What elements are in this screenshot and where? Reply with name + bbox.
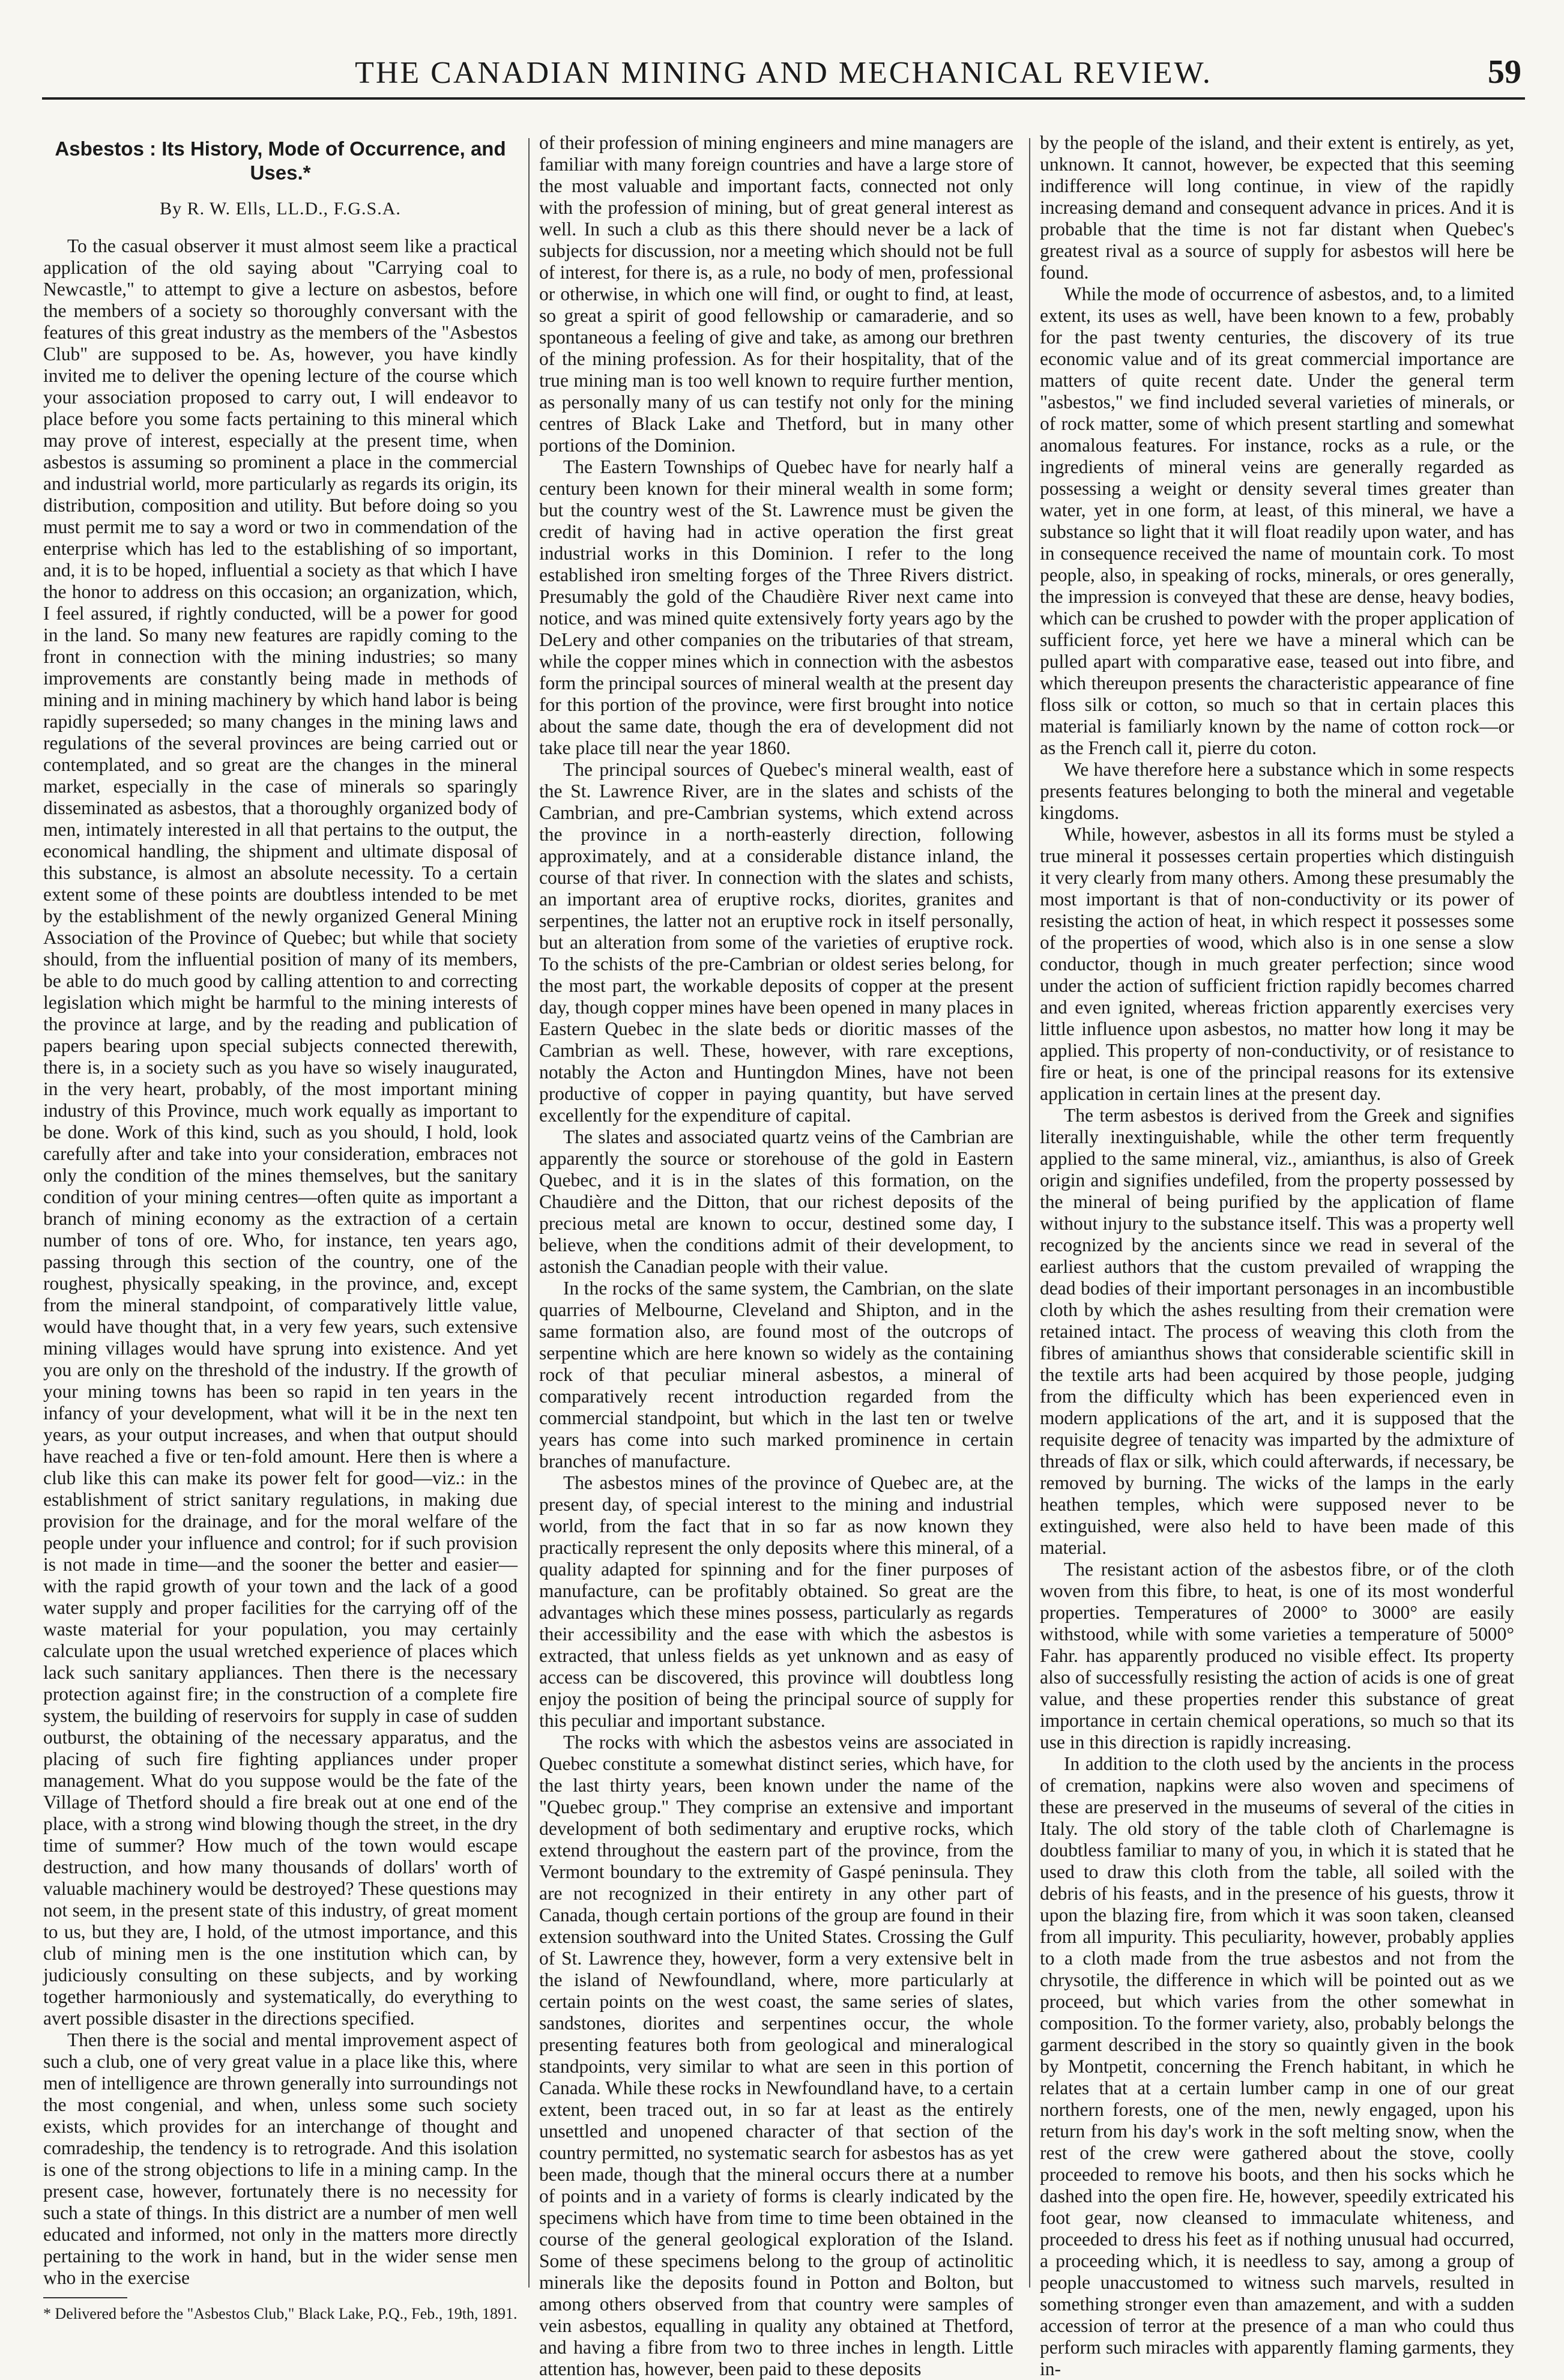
column-divider [1029, 138, 1030, 2288]
paragraph: The principal sources of Quebec's mineral wealth, east of the St. Lawrence River, are in the slates and schists of the Cambrian, and pre-Cambrian systems, which extend across the province in a north-easterly direction, following approximately, and at a considerable distance inland, the course of that river. In connection with the slates and schists, an important area of eruptive rocks, diorites, granites and serpentines, the latter not an eruptive rock in itself personally, but an alteration from some of the varieties of eruptive rock. To the schists of the pre-Cambrian or oldest series belong, for the most part, the workable deposits of copper at the present day, though copper mines have been opened in many places in Eastern Quebec in the slate beds or dioritic masses of the Cambrian as well. These, however, with rare exceptions, notably the Acton and Huntingdon Mines, have not been productive of copper in paying quantity, but have served excellently for the expenditure of capital. [539, 759, 1013, 1126]
page-number: 59 [1488, 53, 1521, 91]
article-title: Asbestos : Its History, Mode of Occurrence, and Uses.* [55, 137, 506, 184]
paragraph: The term asbestos is derived from the Greek and signifies literally inextinguishable, while the other term frequently applied to the same mineral, viz., amianthus, is also of Greek origin and signifies undefiled, from the property possessed by the mineral of being purified by the application of flame without injury to the substance itself. This was a property well recognized by the ancients since we read in several of the earliest authors that the custom prevailed of wrapping the dead bodies of their important personages in an incombustible cloth by which the ashes resulting from their cremation were retained intact. The process of weaving this cloth from the fibres of amianthus shows that considerable scientific skill in the textile arts had been acquired by those people, judging from the difficulty which has been experienced even in modern applications of the art, and it is supposed that the requisite degree of tenacity was imparted by the admixture of threads of flax or silk, which could afterwards, if necessary, be removed by burning. The wicks of the lamps in the early heathen temples, which were supposed never to be extinguished, were also held to have been made of this material. [1040, 1105, 1514, 1558]
paragraph: While the mode of occurrence of asbestos, and, to a limited extent, its uses as well, have been known to a few, probably for the past twenty centuries, the discovery of its true economic value and of its great commercial importance are matters of quite recent date. Under the general term "asbestos," we find included several varieties of minerals, or of rock matter, some of which present startling and somewhat anomalous features. For instance, rocks as a rule, or the ingredients of mineral veins are generally regarded as possessing a weight or density several times greater than water, yet in one form, at least, of this mineral, we have a substance so light that it will float readily upon water, and has in consequence received the name of mountain cork. To most people, also, in speaking of rocks, minerals, or ores generally, the impression is conveyed that these are dense, heavy bodies, which can be crushed to powder with the proper application of sufficient force, yet here we have a mineral which can be pulled apart with comparative ease, teased out into fibre, and which thereupon presents the characteristic appearance of fine floss silk or cotton, so much so that in certain places this material is familiarly known by the name of cotton rock—or as the French call it, pierre du coton. [1040, 283, 1514, 758]
column-2 [539, 132, 1013, 2379]
paragraph: The resistant action of the asbestos fibre, or of the cloth woven from this fibre, to heat, is one of its most wonderful properties. Temperatures of 2000° to 3000° are easily withstood, while with some varieties a temperature of 5000° Fahr. has apparently produced no visible effect. Its property also of successfully resisting the action of acids is one of great value, and these properties render this substance of great importance in certain chemical operations, so much so that its use in this direction is rapidly increasing. [1040, 1559, 1514, 1753]
column-divider [528, 138, 530, 2288]
paragraph: The rocks with which the asbestos veins are associated in Quebec constitute a somewhat distinct series, which have, for the last thirty years, been known under the name of the "Quebec group." They comprise an extensive and important development of both sedimentary and eruptive rocks, which extend throughout the eastern part of the province, from the Vermont boundary to the extremity of Gaspé peninsula. They are not recognized in their entirety in any other part of Canada, though certain portions of the group are found in their extension southward into the United States. Crossing the Gulf of St. Lawrence they, however, form a very extensive belt in the island of Newfoundland, where, more particularly at certain points on the west coast, the same series of slates, sandstones, diorites and serpentines occur, the whole presenting features both from geological and mineralogical standpoints, very similar to what are seen in this portion of Canada. While these rocks in Newfoundland have, to a certain extent, been traced out, in so far at least as the entirely unsettled and unopened character of that section of the country permitted, no systematic search for asbestos has as yet been made, though that the mineral occurs there at a number of points and in a variety of forms is clearly indicated by the specimens which have from time to time been obtained in the course of the general geological exploration of the Island. Some of these specimens belong to the group of actinolitic minerals like the deposits found in Potton and Bolton, but among others observed from that country were samples of vein asbestos, equalling in quality any obtained at Thetford, and having a fibre from two to three inches in length. Little attention has, however, been paid to these deposits [539, 1732, 1013, 2379]
paragraph: We have therefore here a substance which in some respects presents features belonging to both the mineral and vegetable kingdoms. [1040, 759, 1514, 823]
page-header [42, 55, 1525, 100]
footnote: * Delivered before the "Asbestos Club," Black Lake, P.Q., Feb., 19th, 1891. [43, 2305, 518, 2322]
article-byline: By R. W. Ells, LL.D., F.G.S.A. [160, 199, 401, 219]
paragraph: In addition to the cloth used by the ancients in the process of cremation, napkins were also woven and specimens of these are preserved in the museums of several of the cities in Italy. The old story of the table cloth of Charlemagne is doubtless familiar to many of you, in which it is stated that he used to draw this cloth from the table, all soiled with the debris of his feasts, and in the presence of his guests, throw it upon the blazing fire, from which it was soon taken, cleansed from all impurity. This peculiarity, however, probably applies to a cloth made from the true asbestos and not from the chrysotile, the difference in which will be pointed out as we proceed, but which varies from the other somewhat in composition. To the former variety, also, probably belongs the garment described in the story so quaintly given in the book by Montpetit, concerning the French habitant, in which he relates that at a certain lumber camp in one of our great northern forests, one of the men, newly engaged, upon his return from his day's work in the soft melting snow, when the rest of the crew were gathered about the stove, coolly proceeded to remove his boots, and then his socks which he dashed into the open fire. He, however, speedily extricated his foot gear, now cleansed to immaculate whiteness, and proceeded to dress his feet as if nothing unusual had occurred, a proceeding which, it is needless to say, among a group of people unaccustomed to witness such marvels, resulted in something stronger even than amazement, and with a sudden accession of terror at the presence of a man who could thus perform such miracles with apparently flaming garments, they in- [1040, 1753, 1514, 2379]
paragraph: Then there is the social and mental improvement aspect of such a club, one of very great value in a place like this, where men of intelligence are thrown generally into surroundings not the most congenial, and when, unless some such society exists, which provides for an interchange of thought and comradeship, the tendency is to retrograde. And this isolation is one of the strong objections to life in a mining camp. In the present case, however, fortunately there is no necessity for such a state of things. In this district are a number of men well educated and informed, not only in the matters more directly pertaining to the work in hand, but in the wider sense men who in the exercise [43, 2029, 518, 2288]
paragraph: While, however, asbestos in all its forms must be styled a true mineral it possesses certain properties which distinguish it very clearly from many others. Among these presumably the most important is that of non-conductivity or its power of resisting the action of heat, in which respect it possesses some of the properties of wood, which also is in one sense a slow conductor, though in much greater perfection; since wood under the action of sufficient friction rapidly becomes charred and even ignited, whereas friction apparently exercises very little influence upon asbestos, no matter how long it may be applied. This property of non-conductivity, or of resistance to fire or heat, is one of the principal reasons for its extensive application in certain lines at the present day. [1040, 824, 1514, 1104]
paragraph: To the casual observer it must almost seem like a practical application of the old saying about "Carrying coal to Newcastle," to attempt to give a lecture on asbestos, before the members of a society so thoroughly conversant with the features of this great industry as the members of the "Asbestos Club" are supposed to be. As, however, you have kindly invited me to deliver the opening lecture of the course which your association proposed to carry out, I will endeavor to place before you some facts pertaining to this mineral which may prove of interest, especially at the present time, when asbestos is assuming so prominent a place in the commercial and industrial world, more particularly as regards its origin, its distribution, composition and utility. But before doing so you must permit me to say a word or two in commendation of the enterprise which has led to the establishing of so important, and, it is to be hoped, influential a society as that which I have the honor to address on this occasion; an organization, which, I feel assured, if rightly conducted, will be a power for good in the land. So many new features are rapidly coming to the front in connection with the mining industries; so many improvements are constantly being made in methods of mining and in mining machinery by which hand labor is being rapidly superseded; so many changes in the mining laws and regulations of the several provinces are being carried out or contemplated, and so great are the changes in the mineral market, especially in the case of minerals so sparingly disseminated as asbestos, that a thoroughly organized body of men, intimately interested in all that pertains to the output, the economical handling, the shipment and ultimate disposal of this substance, is almost an absolute necessity. To a certain extent some of these points are doubtless intended to be met by the establishment of the newly organized General Mining Association of the Province of Quebec; but while that society should, from the influential position of many of its members, be able to do much good by calling attention to and correcting legislation which might be harmful to the mining interests of the province at large, and by the reading and publication of papers bearing upon special subjects connected therewith, there is, in a society such as you have so wisely inaugurated, in the very heart, probably, of the most important mining industry of this Province, much work equally as important to be done. Work of this kind, such as you should, I hold, look carefully after and take into your consideration, embraces not only the condition of the mines themselves, but the sanitary condition of your mining centres—often quite as important a branch of mining economy as the extraction of a certain number of tons of ore. Who, for instance, ten years ago, passing through this section of the country, one of the roughest, physically speaking, in the province, and, except from the mineral standpoint, of comparatively little value, would have thought that, in a very few years, such extensive mining villages would have sprung into existence. And yet you are only on the threshold of the industry. If the growth of your mining towns has been so rapid in ten years in the infancy of your development, what will it be in the next ten years, as your output increases, and when that output should have reached a five or ten-fold amount. Here then is where a club like this can make its power felt for good—viz.: in the establishment of strict sanitary regulations, in making due provision for the drainage, and for the moral welfare of the people under your influence and control; for if such provision is not made in time—and the sooner the better and easier—with the rapid growth of your town and the lack of a good water supply and proper facilities for the carrying off of the waste material for your population, you may certainly calculate upon the usual wretched experience of places which lack such sanitary appliances. Then there is the necessary protection against fire; in the construction of a complete fire system, the building of reservoirs for supply in case of sudden outburst, the obtaining of the necessary apparatus, and the placing of such fire fighting appliances under proper management. What do you suppose would be the fate of the Village of Thetford should a fire break out at one end of the place, with a strong wind blowing though the street, in the dry time of summer? How much of the town would escape destruction, and how many thousands of dollars' worth of valuable machinery would be destroyed? These questions may not seem, in the present state of this industry, of great moment to us, but they are, I hold, of the utmost importance, and this club of mining men is the one institution which can, by judiciously consulting on these subjects, and by working together harmoniously and systematically, do everything to avert possible disaster in the directions specified. [43, 235, 518, 2029]
paragraph: In the rocks of the same system, the Cambrian, on the slate quarries of Melbourne, Cleveland and Shipton, and in the same formation also, are found most of the outcrops of serpentine which are here known so widely as the containing rock of that peculiar mineral asbestos, a mineral of comparatively recent introduction regarded from the commercial standpoint, but which in the last ten or twelve years has come into such marked prominence in certain branches of manufacture. [539, 1278, 1013, 1472]
paragraph: The slates and associated quartz veins of the Cambrian are apparently the source or storehouse of the gold in Eastern Quebec, and it is in the slates of this formation, on the Chaudière and the Ditton, that our richest deposits of the precious metal are known to occur, destined some day, I believe, when the conditions admit of their development, to astonish the Canadian people with their value. [539, 1126, 1013, 1277]
running-title: THE CANADIAN MINING AND MECHANICAL REVIEW. [355, 56, 1212, 90]
paragraph: of their profession of mining engineers and mine managers are familiar with many foreign countries and have a large store of the most valuable and important facts, connected not only with the profession of mining, but of great general interest as well. In such a club as this there should never be a lack of subjects for discussion, nor a meeting which should not be full of interest, for there is, as a rule, no body of men, professional or otherwise, in which one will find, or ought to find, at least, so great a spirit of good fellowship or camaraderie, and so spontaneous a feeling of give and take, as among our brethren of the mining profession. As for their hospitality, that of the true mining man is too well known to require further mention, as personally many of us can testify not only for the mining centres of Black Lake and Thetford, but in many other portions of the Dominion. [539, 132, 1013, 456]
paragraph: The asbestos mines of the province of Quebec are, at the present day, of special interest to the mining and industrial world, from the fact that in so far as now known they practically represent the only deposits where this mineral, of a quality adapted for spinning and for the finer purposes of manufacture, can be profitably obtained. So great are the advantages which these mines possess, particularly as regards their accessibility and the ease with which the asbestos is extracted, that unless fields as yet unknown and as easy of access can be discovered, this province will doubtless long enjoy the position of being the principal source of supply for this peculiar and important substance. [539, 1472, 1013, 1731]
paragraph: by the people of the island, and their extent is entirely, as yet, unknown. It cannot, however, be expected that this seeming indifference will long continue, in view of the rapidly increasing demand and consequent advance in prices. And it is probable that the time is not far distant when Quebec's greatest rival as a source of supply for asbestos will here be found. [1040, 132, 1514, 283]
paragraph: The Eastern Townships of Quebec have for nearly half a century been known for their mineral wealth in some form; but the country west of the St. Lawrence must be given the credit of having had in active operation the first great industrial works in this Dominion. I refer to the long established iron smelting forges of the Three Rivers district. Presumably the gold of the Chaudière River next came into notice, and was mined quite extensively forty years ago by the DeLery and other companies on the tributaries of that stream, while the copper mines which in connection with the asbestos form the principal sources of mineral wealth at the present day for this portion of the province, were first brought into notice about the same date, though the era of development did not take place till near the year 1860. [539, 456, 1013, 758]
column-1 [43, 132, 518, 2322]
footnote-rule [43, 2297, 127, 2298]
column-3 [1040, 132, 1514, 2379]
